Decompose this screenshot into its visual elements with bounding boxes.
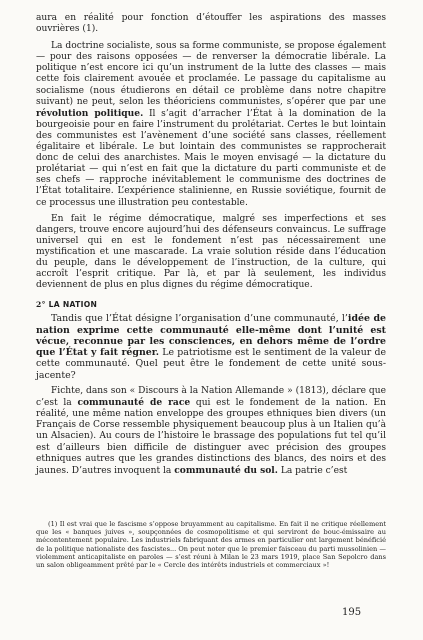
footnotes [36, 520, 386, 569]
paragraph-fichte: Fichte, dans son « Discours à la Nation Allemande » (1813), déclare que c’est la communauté de race qui est le fondement de la nation. En réalité, une même nation enveloppe des groupes ethniques bien divers (un Français de Corse ressemble physiquement beaucoup plus à un Italien qu’à un Alsacien). Au cours de l’histoire le brassage des populations fut tel qu’il est d’ailleurs bien difficile de distinguer avec précision des groupes ethniques autres que les grandes distinctions des blancs, des noirs et des jaunes. D’autres invoquent la communauté du sol. La patrie c’est [36, 386, 386, 476]
footnote-1: (1) Il est vrai que le fascisme s’oppose bruyamment au capitalisme. En fait il ne critique réellement que les « banques juives », soupçonnées de cosmopolitisme et qui serviront de bouc-émissaire au mécontentement populaire. Les industriels fabriquant des armes en particulier ont largement bénéficié de la politique nationaliste des fascistes... On peut noter que le premier faisceau du parti mussolinien — violemment anticapitaliste en paroles — s’est réuni à Milan le 23 mars 1919, place San Sepolcro dans un salon obligeamment prêté par le « Cercle des intérêts industriels et commerciaux »! [36, 520, 386, 570]
paragraph-continuation: aura en réalité pour fonction d’étouffer les aspirations des masses ouvrières (1). [36, 13, 386, 35]
section-heading-nation: 2° LA NATION [36, 300, 98, 310]
paragraph-nation-idea: Tandis que l’État désigne l’organisation d’une communauté, l’idée de nation exprime cette communauté elle-même dont l’unité est vécue, reconnue par les consciences, en dehors même de l’ordre que l’État y fait régner. Le patriotisme est le sentiment de la valeur de cette communauté. Quel peut être le fondement de cette unité sous-jacente? [36, 313, 386, 381]
page-body [36, 13, 386, 477]
page-number: 195 [342, 607, 362, 618]
paragraph-socialist-doctrine: La doctrine socialiste, sous sa forme communiste, se propose également — pour des raisons opposées — de renverser la démocratie libérale. La politique n’est encore ici qu’un instrument de la lutte des classes — mais cette fois clairement avouée et proclamée. Le passage du capitalisme au socialisme (nous étudierons en détail ce problème dans notre chapitre suivant) ne peut, selon les théoriciens communistes, s’opérer que par une révolution politique. Il s’agit d’arracher l’État à la domination de la bourgeoisie pour en faire l’instrument du prolétariat. Certes le but lointain des communistes est l’avènement d’une société sans classes, réellement égalitaire et libérale. Le but lointain des communistes se rapprocherait donc de celui des anarchistes. Mais le moyen envisagé — la dictature du prolétariat — qui n’est en fait que la dictature du parti communiste et de ses chefs — rapproche inévitablement le communisme des doctrines de l’État totalitaire. L’expérience stalinienne, en Russie soviétique, fournit de ce processus une illustration peu contestable. [36, 41, 386, 208]
paragraph-democratic-regime: En fait le régime démocratique, malgré ses imperfections et ses dangers, trouve encore aujourd’hui des défenseurs convaincus. Le suffrage universel qui en est le fondement n’est pas nécessairement une mystification et une mascarade. La vraie solution réside dans l’éducation du peuple, dans le développement de l’instruction, de la culture, qui accroît l’esprit critique. Par là, et par là seulement, les individus deviennent de plus en plus dignes du régime démocratique. [36, 213, 386, 291]
